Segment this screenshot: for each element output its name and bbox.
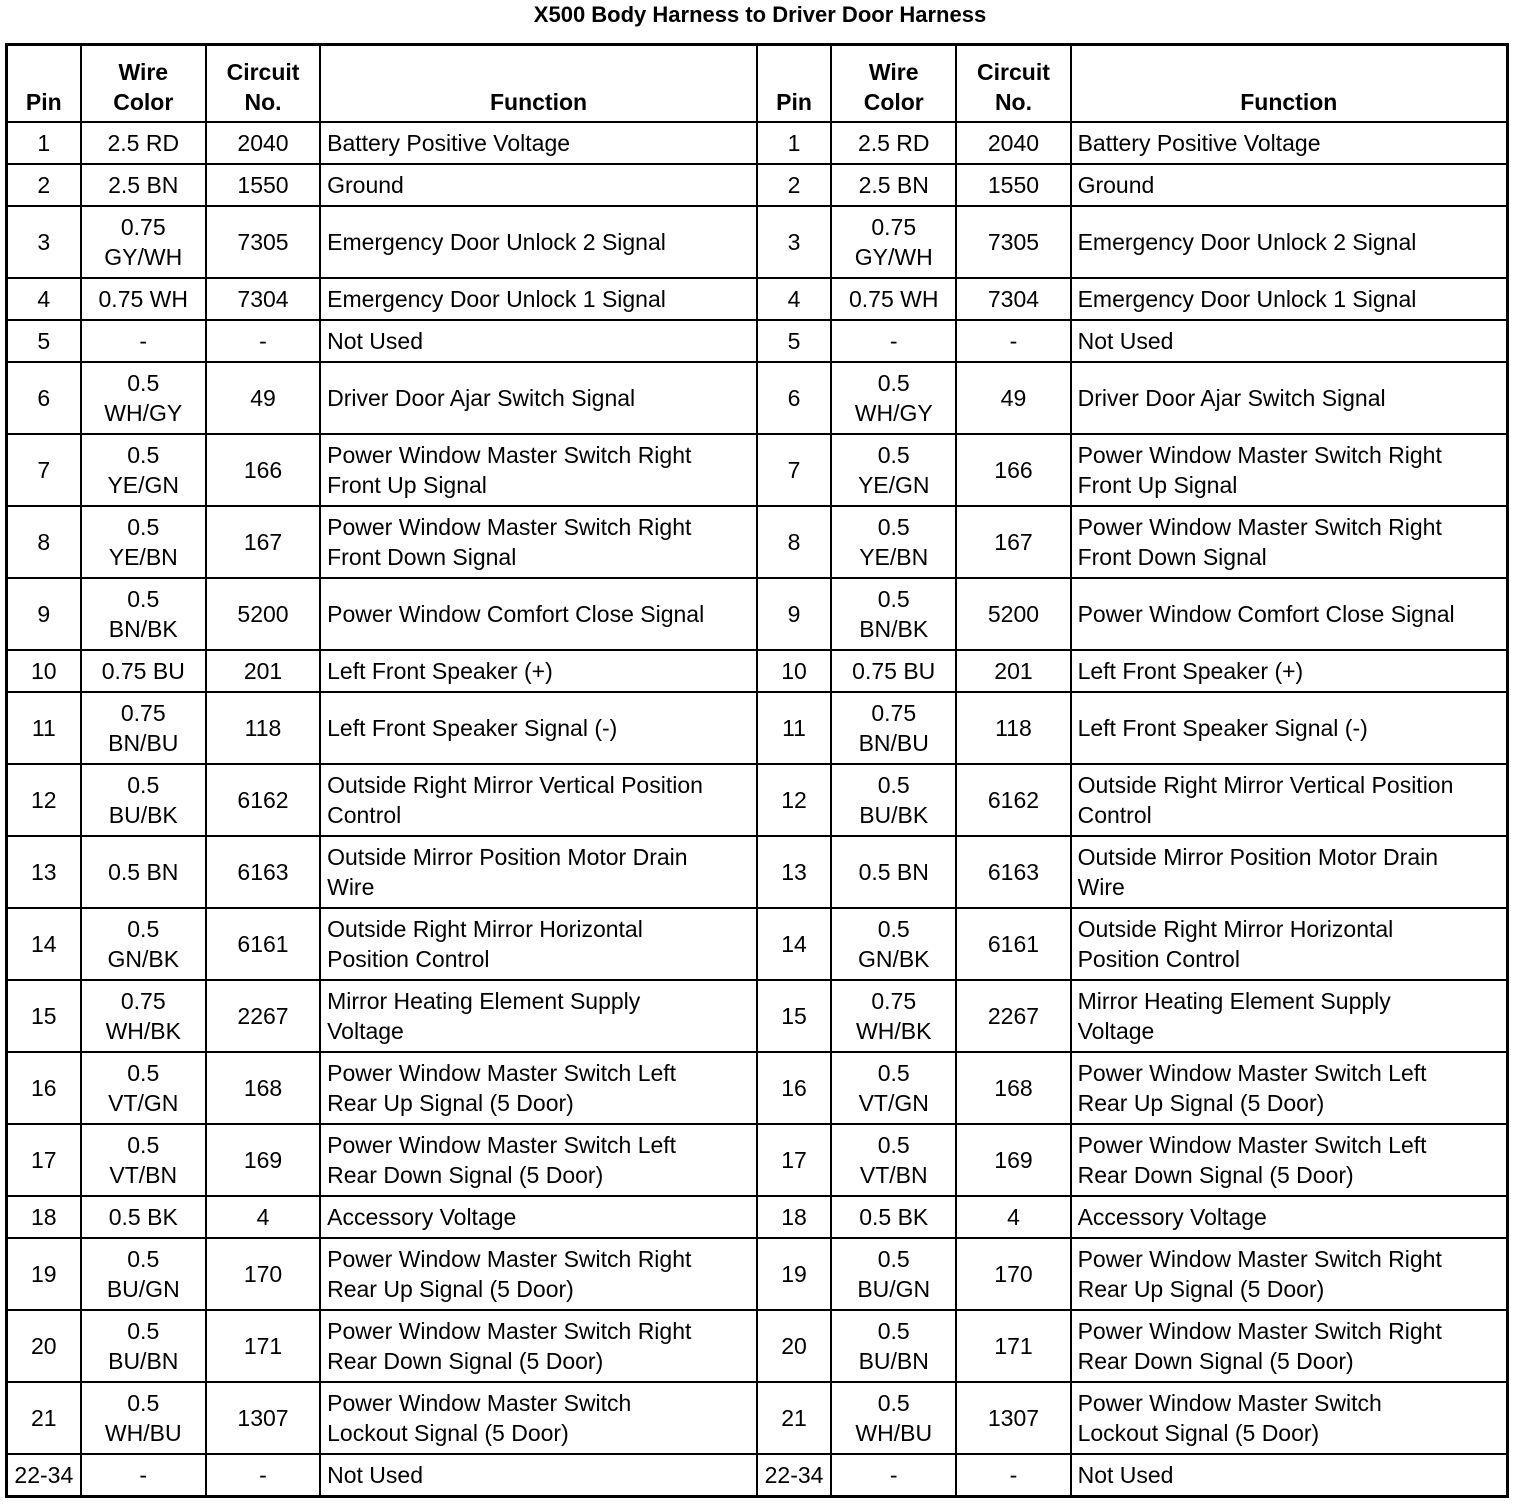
wire-color-cell: 2.5 RD [831, 122, 956, 164]
circuit-cell: 7305 [956, 206, 1070, 278]
wire-color-cell: 0.5 BK [831, 1196, 956, 1238]
pin-cell: 10 [7, 650, 81, 692]
circuit-cell: 6163 [956, 836, 1070, 908]
wire-color-cell: 0.75 BN/BU [81, 692, 206, 764]
pin-cell: 20 [757, 1310, 831, 1382]
header-row [7, 45, 1508, 123]
wire-color-cell: 0.5 BN/BK [81, 578, 206, 650]
pin-cell: 10 [757, 650, 831, 692]
header-wire-color: Wire Color [81, 45, 206, 123]
header-pin: Pin [7, 45, 81, 123]
function-cell: Power Window Master Switch Right Rear Up Signal (5 Door) [320, 1238, 757, 1310]
circuit-cell: 169 [956, 1124, 1070, 1196]
pin-cell: 2 [757, 164, 831, 206]
pin-cell: 8 [757, 506, 831, 578]
pin-cell: 15 [757, 980, 831, 1052]
function-cell: Power Window Master Switch Right Front Up Signal [320, 434, 757, 506]
pin-cell: 19 [757, 1238, 831, 1310]
pin-cell: 12 [7, 764, 81, 836]
pin-cell: 14 [757, 908, 831, 980]
wire-color-cell: 2.5 BN [831, 164, 956, 206]
function-cell: Power Window Comfort Close Signal [1071, 578, 1508, 650]
circuit-cell: 6161 [956, 908, 1070, 980]
circuit-cell: 4 [206, 1196, 320, 1238]
function-cell: Mirror Heating Element Supply Voltage [320, 980, 757, 1052]
circuit-cell: 201 [206, 650, 320, 692]
function-cell: Emergency Door Unlock 1 Signal [320, 278, 757, 320]
function-cell: Emergency Door Unlock 2 Signal [320, 206, 757, 278]
wire-color-cell: 0.5 BU/BN [81, 1310, 206, 1382]
pin-cell: 1 [7, 122, 81, 164]
pin-cell: 11 [7, 692, 81, 764]
table-row [7, 1124, 1508, 1196]
function-cell: Outside Right Mirror Horizontal Position Control [1071, 908, 1508, 980]
wire-color-cell: 0.5 BU/BN [831, 1310, 956, 1382]
wire-color-cell: 0.5 BU/GN [81, 1238, 206, 1310]
circuit-cell: 167 [956, 506, 1070, 578]
circuit-cell: - [956, 320, 1070, 362]
pin-cell: 18 [7, 1196, 81, 1238]
function-cell: Mirror Heating Element Supply Voltage [1071, 980, 1508, 1052]
function-cell: Left Front Speaker Signal (-) [320, 692, 757, 764]
wire-color-cell: 0.5 GN/BK [831, 908, 956, 980]
header-pin: Pin [757, 45, 831, 123]
wire-color-cell: 0.75 WH [81, 278, 206, 320]
table-row [7, 1196, 1508, 1238]
header-circuit-no: Circuit No. [206, 45, 320, 123]
circuit-cell: 171 [956, 1310, 1070, 1382]
wire-color-cell: 0.5 BU/GN [831, 1238, 956, 1310]
table-row [7, 122, 1508, 164]
circuit-cell: 2040 [956, 122, 1070, 164]
circuit-cell: 166 [956, 434, 1070, 506]
circuit-cell: 1550 [956, 164, 1070, 206]
circuit-cell: 167 [206, 506, 320, 578]
wire-color-cell: 0.5 VT/BN [831, 1124, 956, 1196]
function-cell: Not Used [320, 320, 757, 362]
wire-color-cell: 0.5 BN/BK [831, 578, 956, 650]
pin-cell: 2 [7, 164, 81, 206]
function-cell: Power Window Master Switch Left Rear Up Signal (5 Door) [1071, 1052, 1508, 1124]
circuit-cell: 1307 [956, 1382, 1070, 1454]
pin-cell: 22-34 [7, 1454, 81, 1497]
wire-color-cell: 0.75 BN/BU [831, 692, 956, 764]
wire-color-cell: 0.5 VT/BN [81, 1124, 206, 1196]
function-cell: Power Window Master Switch Right Rear Down Signal (5 Door) [320, 1310, 757, 1382]
header-function: Function [1071, 45, 1508, 123]
function-cell: Power Window Master Switch Right Front Up Signal [1071, 434, 1508, 506]
pin-cell: 5 [757, 320, 831, 362]
pin-cell: 19 [7, 1238, 81, 1310]
pin-cell: 3 [7, 206, 81, 278]
circuit-cell: 5200 [956, 578, 1070, 650]
circuit-cell: 118 [956, 692, 1070, 764]
table-row [7, 1052, 1508, 1124]
circuit-cell: 2267 [206, 980, 320, 1052]
wire-color-cell: - [81, 320, 206, 362]
circuit-cell: 1550 [206, 164, 320, 206]
pin-cell: 17 [757, 1124, 831, 1196]
wire-color-cell: 0.5 VT/GN [81, 1052, 206, 1124]
pin-cell: 7 [757, 434, 831, 506]
function-cell: Power Window Master Switch Right Rear Up Signal (5 Door) [1071, 1238, 1508, 1310]
function-cell: Emergency Door Unlock 1 Signal [1071, 278, 1508, 320]
function-cell: Outside Right Mirror Horizontal Position Control [320, 908, 757, 980]
wire-color-cell: 2.5 BN [81, 164, 206, 206]
wire-color-cell: - [831, 320, 956, 362]
circuit-cell: 1307 [206, 1382, 320, 1454]
function-cell: Left Front Speaker Signal (-) [1071, 692, 1508, 764]
wire-color-cell: 0.75 BU [81, 650, 206, 692]
function-cell: Outside Right Mirror Vertical Position Control [1071, 764, 1508, 836]
circuit-cell: 168 [956, 1052, 1070, 1124]
table-row [7, 980, 1508, 1052]
wire-color-cell: 0.75 WH/BK [81, 980, 206, 1052]
wire-color-cell: 0.5 BN [81, 836, 206, 908]
circuit-cell: 166 [206, 434, 320, 506]
wire-color-cell: 0.5 WH/GY [831, 362, 956, 434]
pin-cell: 8 [7, 506, 81, 578]
function-cell: Power Window Master Switch Left Rear Down Signal (5 Door) [1071, 1124, 1508, 1196]
function-cell: Battery Positive Voltage [320, 122, 757, 164]
function-cell: Accessory Voltage [320, 1196, 757, 1238]
pin-cell: 6 [7, 362, 81, 434]
table-row [7, 1238, 1508, 1310]
wire-color-cell: - [81, 1454, 206, 1497]
pin-cell: 13 [7, 836, 81, 908]
pin-cell: 20 [7, 1310, 81, 1382]
wire-color-cell: - [831, 1454, 956, 1497]
function-cell: Left Front Speaker (+) [1071, 650, 1508, 692]
circuit-cell: 169 [206, 1124, 320, 1196]
function-cell: Outside Mirror Position Motor Drain Wire [1071, 836, 1508, 908]
wire-color-cell: 0.5 BU/BK [81, 764, 206, 836]
function-cell: Not Used [320, 1454, 757, 1497]
wire-color-cell: 0.75 WH [831, 278, 956, 320]
wire-color-cell: 0.75 WH/BK [831, 980, 956, 1052]
circuit-cell: 6161 [206, 908, 320, 980]
circuit-cell: 2040 [206, 122, 320, 164]
table-row [7, 1454, 1508, 1497]
pin-cell: 7 [7, 434, 81, 506]
table-row [7, 164, 1508, 206]
circuit-cell: 49 [956, 362, 1070, 434]
table-row [7, 578, 1508, 650]
function-cell: Not Used [1071, 320, 1508, 362]
pin-cell: 16 [757, 1052, 831, 1124]
pin-cell: 1 [757, 122, 831, 164]
pin-cell: 12 [757, 764, 831, 836]
function-cell: Outside Mirror Position Motor Drain Wire [320, 836, 757, 908]
circuit-cell: 49 [206, 362, 320, 434]
circuit-cell: 2267 [956, 980, 1070, 1052]
wire-color-cell: 0.5 WH/BU [81, 1382, 206, 1454]
circuit-cell: 4 [956, 1196, 1070, 1238]
pin-cell: 14 [7, 908, 81, 980]
table-row [7, 1382, 1508, 1454]
circuit-cell: 6162 [956, 764, 1070, 836]
table-row [7, 692, 1508, 764]
pin-cell: 17 [7, 1124, 81, 1196]
circuit-cell: 5200 [206, 578, 320, 650]
circuit-cell: 201 [956, 650, 1070, 692]
circuit-cell: 7304 [956, 278, 1070, 320]
pin-cell: 9 [7, 578, 81, 650]
wire-color-cell: 0.5 YE/GN [81, 434, 206, 506]
pin-cell: 16 [7, 1052, 81, 1124]
pin-cell: 11 [757, 692, 831, 764]
circuit-cell: 7304 [206, 278, 320, 320]
circuit-cell: 6163 [206, 836, 320, 908]
wire-color-cell: 0.75 GY/WH [831, 206, 956, 278]
function-cell: Emergency Door Unlock 2 Signal [1071, 206, 1508, 278]
function-cell: Power Window Master Switch Left Rear Up Signal (5 Door) [320, 1052, 757, 1124]
pin-cell: 18 [757, 1196, 831, 1238]
wire-color-cell: 0.5 BK [81, 1196, 206, 1238]
circuit-cell: - [206, 1454, 320, 1497]
wire-color-cell: 0.5 YE/BN [831, 506, 956, 578]
function-cell: Power Window Master Switch Right Front Down Signal [1071, 506, 1508, 578]
function-cell: Ground [1071, 164, 1508, 206]
pin-cell: 21 [757, 1382, 831, 1454]
table-row [7, 278, 1508, 320]
function-cell: Power Window Master Switch Left Rear Down Signal (5 Door) [320, 1124, 757, 1196]
circuit-cell: 118 [206, 692, 320, 764]
pin-cell: 15 [7, 980, 81, 1052]
header-circuit-no: Circuit No. [956, 45, 1070, 123]
pin-cell: 4 [7, 278, 81, 320]
function-cell: Power Window Master Switch Right Rear Down Signal (5 Door) [1071, 1310, 1508, 1382]
wire-color-cell: 2.5 RD [81, 122, 206, 164]
wire-color-cell: 0.5 BN [831, 836, 956, 908]
wire-color-cell: 0.5 WH/GY [81, 362, 206, 434]
circuit-cell: - [956, 1454, 1070, 1497]
circuit-cell: 168 [206, 1052, 320, 1124]
table-row [7, 908, 1508, 980]
pin-cell: 6 [757, 362, 831, 434]
wire-color-cell: 0.5 VT/GN [831, 1052, 956, 1124]
pin-cell: 3 [757, 206, 831, 278]
table-row [7, 206, 1508, 278]
function-cell: Power Window Master Switch Right Front Down Signal [320, 506, 757, 578]
circuit-cell: 170 [956, 1238, 1070, 1310]
function-cell: Not Used [1071, 1454, 1508, 1497]
circuit-cell: 6162 [206, 764, 320, 836]
function-cell: Ground [320, 164, 757, 206]
circuit-cell: 7305 [206, 206, 320, 278]
table-row [7, 434, 1508, 506]
table-row [7, 1310, 1508, 1382]
wire-color-cell: 0.5 YE/GN [831, 434, 956, 506]
wire-color-cell: 0.5 BU/BK [831, 764, 956, 836]
table-row [7, 650, 1508, 692]
circuit-cell: - [206, 320, 320, 362]
function-cell: Driver Door Ajar Switch Signal [1071, 362, 1508, 434]
header-function: Function [320, 45, 757, 123]
header-wire-color: Wire Color [831, 45, 956, 123]
pin-cell: 5 [7, 320, 81, 362]
function-cell: Power Window Comfort Close Signal [320, 578, 757, 650]
function-cell: Power Window Master Switch Lockout Signal (5 Door) [1071, 1382, 1508, 1454]
function-cell: Battery Positive Voltage [1071, 122, 1508, 164]
wire-color-cell: 0.5 GN/BK [81, 908, 206, 980]
function-cell: Power Window Master Switch Lockout Signal (5 Door) [320, 1382, 757, 1454]
harness-table [5, 43, 1509, 1498]
function-cell: Outside Right Mirror Vertical Position Control [320, 764, 757, 836]
function-cell: Accessory Voltage [1071, 1196, 1508, 1238]
circuit-cell: 171 [206, 1310, 320, 1382]
circuit-cell: 170 [206, 1238, 320, 1310]
table-row [7, 506, 1508, 578]
wire-color-cell: 0.75 BU [831, 650, 956, 692]
pin-cell: 9 [757, 578, 831, 650]
table-row [7, 836, 1508, 908]
wire-color-cell: 0.75 GY/WH [81, 206, 206, 278]
table-row [7, 764, 1508, 836]
pin-cell: 13 [757, 836, 831, 908]
function-cell: Left Front Speaker (+) [320, 650, 757, 692]
function-cell: Driver Door Ajar Switch Signal [320, 362, 757, 434]
page-title: X500 Body Harness to Driver Door Harness [533, 2, 987, 27]
wire-color-cell: 0.5 WH/BU [831, 1382, 956, 1454]
pin-cell: 22-34 [757, 1454, 831, 1497]
table-row [7, 362, 1508, 434]
wire-color-cell: 0.5 YE/BN [81, 506, 206, 578]
pin-cell: 21 [7, 1382, 81, 1454]
table-row [7, 320, 1508, 362]
pin-cell: 4 [757, 278, 831, 320]
